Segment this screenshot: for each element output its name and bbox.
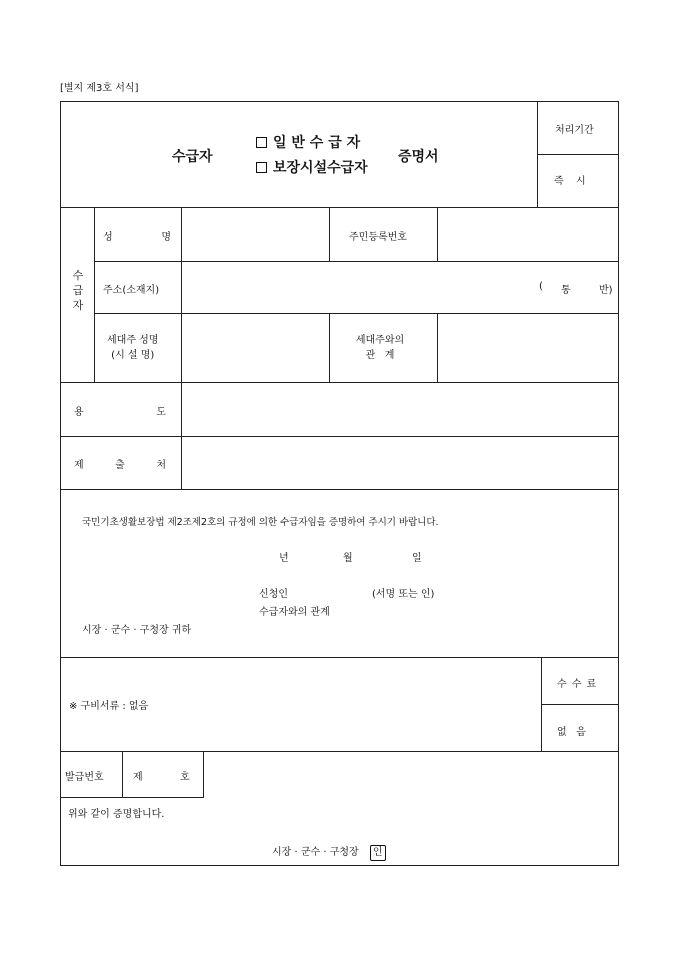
title-option-general (256, 132, 360, 152)
divider (60, 797, 204, 798)
issue-number-field[interactable] (143, 755, 177, 793)
divider (329, 207, 330, 261)
address-ban-label: 반) (599, 285, 613, 296)
title-prefix: 수급자 (172, 149, 213, 165)
processing-label: 처리기간 (555, 125, 594, 136)
certify-text: 위와 같이 증명합니다. (68, 809, 165, 820)
vertical-char: 수 (72, 269, 84, 282)
divider (60, 657, 619, 658)
divider (537, 154, 619, 155)
form-number-label: [별지 제3호 서식] (60, 83, 139, 94)
purpose-label-char: 도 (156, 407, 166, 418)
household-head-field[interactable] (182, 314, 328, 381)
divider (60, 489, 619, 490)
name-label (103, 228, 171, 243)
issuer-label: 시장 · 군수 · 구청장 (272, 847, 359, 858)
recipient-vertical-label (70, 268, 86, 313)
address-field[interactable] (182, 262, 532, 312)
request-statement: 국민기초생활보장법 제2조제2호의 규정에 의한 수급자임을 증명하여 주시기 바랍니다. (82, 517, 439, 528)
issuer (272, 843, 386, 861)
addressee: 시장 · 군수 · 구청장 귀하 (82, 625, 192, 636)
divider (60, 751, 619, 752)
relation-label-line2: 관 계 (365, 350, 395, 361)
required-documents: ※ 구비서류 : 없음 (69, 701, 149, 712)
title-option-facility (256, 157, 368, 177)
processing-value: 즉 시 (554, 176, 588, 187)
purpose-label (74, 403, 166, 418)
issue-number-label: 발급번호 (65, 772, 104, 783)
applicant-label: 신청인 (259, 589, 288, 600)
signature-hint: (서명 또는 인) (372, 589, 435, 600)
option-general-label: 일 반 수 급 자 (273, 135, 361, 151)
fee-label: 수 수 료 (557, 679, 598, 690)
household-head-label-line2: (시 설 명) (111, 350, 155, 361)
date-month-label: 월 (343, 553, 353, 564)
divider (329, 313, 330, 382)
submit-to-char: 처 (156, 460, 166, 471)
household-head-label (107, 333, 158, 363)
submit-to-label (74, 456, 166, 471)
title-suffix: 증명서 (398, 149, 439, 165)
relation-label-line1: 세대주와의 (355, 335, 405, 346)
household-head-label-line1: 세대주 성명 (107, 335, 159, 346)
name-label-char: 성 (103, 232, 113, 243)
purpose-label-char: 용 (74, 407, 84, 418)
name-label-char: 명 (161, 232, 171, 243)
vertical-char: 자 (72, 299, 84, 312)
purpose-field[interactable] (182, 383, 618, 435)
issue-number-prefix: 제 (133, 772, 143, 783)
divider (203, 751, 204, 797)
address-paren-open: ( (539, 281, 543, 292)
divider (122, 751, 123, 797)
divider (541, 704, 619, 705)
relation-label (353, 333, 407, 363)
option-facility-label: 보장시설수급자 (273, 160, 368, 176)
relation-field[interactable] (438, 314, 618, 381)
checkbox-facility[interactable] (256, 162, 267, 173)
id-number-label: 주민등록번호 (349, 232, 407, 243)
submit-to-char: 제 (74, 460, 84, 471)
date-year-label: 년 (279, 553, 289, 564)
date-day-label: 일 (412, 553, 422, 564)
issue-number-suffix: 호 (180, 772, 190, 783)
divider (94, 207, 95, 382)
vertical-char: 급 (72, 284, 84, 297)
submit-to-field[interactable] (182, 437, 618, 488)
address-label: 주소(소재지) (103, 285, 160, 296)
applicant-relation-label: 수급자와의 관계 (259, 607, 330, 618)
submit-to-char: 출 (115, 460, 125, 471)
seal-mark: 인 (370, 845, 386, 861)
address-tong-label: 통 (561, 285, 571, 296)
id-number-field[interactable] (438, 208, 618, 260)
checkbox-general[interactable] (256, 137, 267, 148)
fee-value: 없 음 (557, 727, 586, 738)
name-field[interactable] (182, 208, 328, 260)
